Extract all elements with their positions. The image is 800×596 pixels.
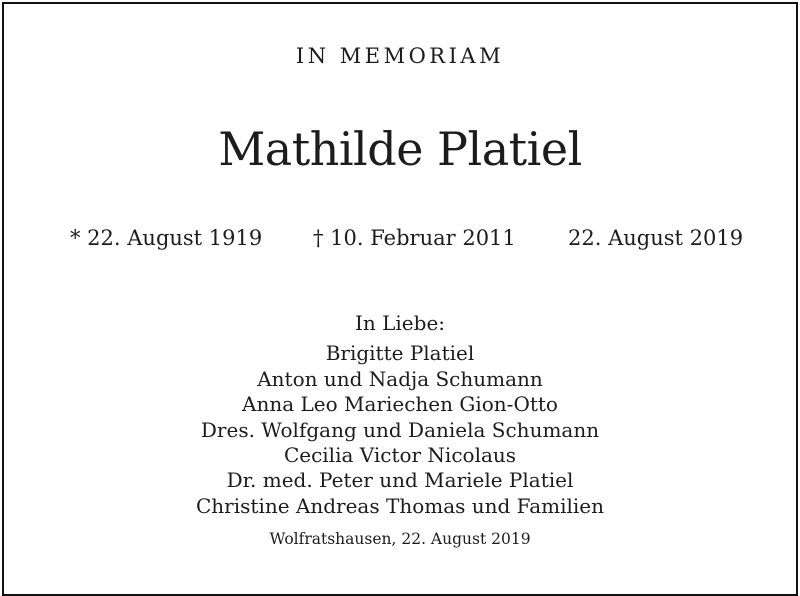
birth-date: * 22. August 1919 [70, 226, 263, 250]
death-date: † 10. Februar 2011 [313, 226, 516, 250]
mourners-intro: In Liebe: [354, 311, 446, 335]
mourner-name: Brigitte Platiel [325, 341, 475, 366]
mourner-name: Cecilia Victor Nicolaus [283, 443, 517, 468]
mourner-name: Anna Leo Mariechen Gion-Otto [242, 392, 558, 417]
memorial-date: 22. August 2019 [568, 226, 744, 250]
mourners-block [0, 311, 800, 519]
deceased-name: Mathilde Platiel [218, 122, 582, 176]
mourner-name: Anton und Nadja Schumann [257, 366, 543, 391]
mourner-name: Dres. Wolfgang und Daniela Schumann [200, 417, 600, 442]
dates-row [0, 224, 800, 252]
mourner-name: Dr. med. Peter und Mariele Platiel [226, 468, 574, 493]
memoriam-heading: IN MEMORIAM [295, 44, 505, 68]
mourner-name: Christine Andreas Thomas und Familien [196, 493, 604, 518]
place-and-date: Wolfratshausen, 22. August 2019 [269, 530, 531, 548]
